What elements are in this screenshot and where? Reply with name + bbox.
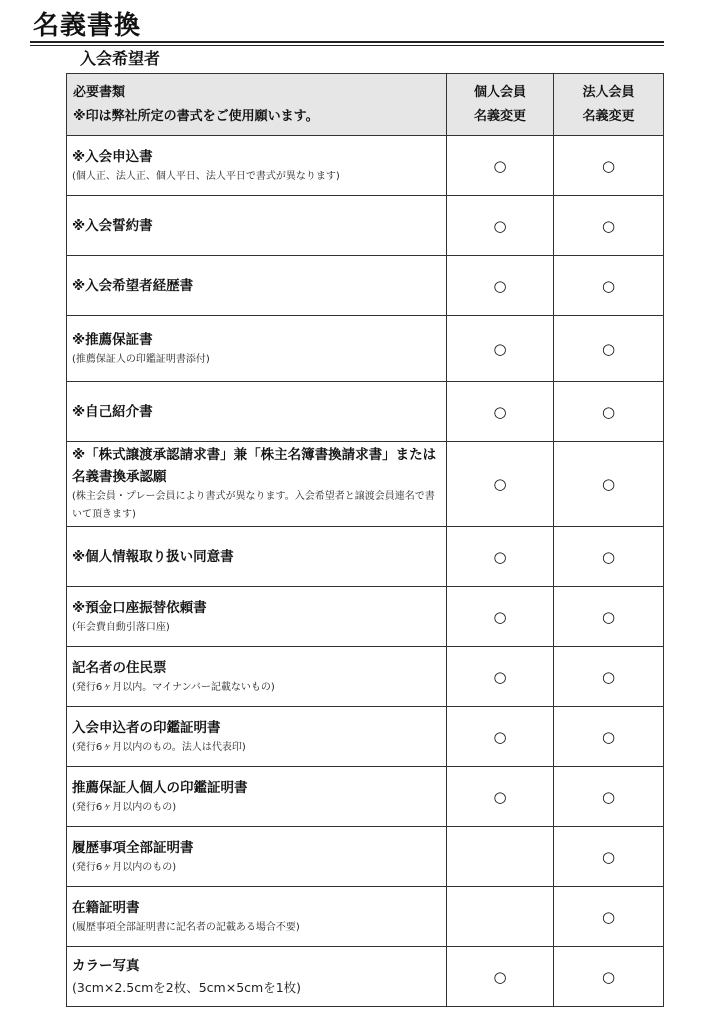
table-row	[67, 196, 664, 256]
individual-required-mark: ○	[447, 136, 554, 196]
corporate-required-mark: ○	[554, 256, 664, 316]
corporate-required-mark: ○	[554, 647, 664, 707]
document-cell	[67, 196, 447, 256]
individual-required-mark: ○	[447, 527, 554, 587]
document-cell	[67, 887, 447, 947]
document-name: 推薦保証人個人の印鑑証明書	[72, 779, 248, 796]
document-note: (推薦保証人の印鑑証明書添付)	[72, 353, 210, 365]
corporate-required-mark: ○	[554, 382, 664, 442]
corporate-required-mark: ○	[554, 196, 664, 256]
individual-required-mark: ○	[447, 256, 554, 316]
document-name: ※入会誓約書	[72, 217, 153, 234]
table-row	[67, 587, 664, 647]
document-cell	[67, 827, 447, 887]
individual-required-mark: ○	[447, 947, 554, 1007]
document-note: (発行6ヶ月以内のもの)	[72, 861, 177, 873]
table-row	[67, 947, 664, 1007]
header-doc-label: 必要書類	[73, 84, 126, 100]
document-note: (個人正、法人正、個人平日、法人平日で書式が異なります)	[72, 170, 340, 182]
corporate-required-mark: ○	[554, 767, 664, 827]
corporate-required-mark: ○	[554, 827, 664, 887]
document-name: ※「株式譲渡承認請求書」兼「株主名簿書換請求書」または名義書換承認願	[72, 447, 437, 485]
table-row	[67, 256, 664, 316]
document-cell	[67, 947, 447, 1007]
table-row	[67, 316, 664, 382]
individual-required-mark	[447, 887, 554, 947]
table-row	[67, 887, 664, 947]
corporate-required-mark: ○	[554, 707, 664, 767]
table-row	[67, 647, 664, 707]
header-doc-note: ※印は弊社所定の書式をご使用願います。	[73, 108, 319, 124]
document-name: ※預金口座振替依頼書	[72, 599, 207, 616]
document-note: (履歴事項全部証明書に記名者の記載ある場合不要)	[72, 921, 300, 933]
individual-required-mark: ○	[447, 442, 554, 527]
table-row	[67, 136, 664, 196]
header-corporate-line2: 名義変更	[582, 108, 635, 124]
header-individual-line1: 個人会員	[473, 84, 526, 100]
document-cell	[67, 707, 447, 767]
title-underline-thin	[30, 45, 664, 46]
document-name: ※入会申込書	[72, 148, 153, 165]
document-note: (発行6ヶ月以内のもの。法人は代表印)	[72, 741, 246, 753]
document-name: 在籍証明書	[72, 899, 140, 916]
page-title: 名義書換	[33, 11, 142, 41]
table-row	[67, 767, 664, 827]
section-title: 入会希望者	[80, 49, 161, 68]
header-corporate-member	[554, 74, 664, 136]
individual-required-mark: ○	[447, 587, 554, 647]
title-underline	[30, 41, 664, 43]
document-name: ※入会希望者経歴書	[72, 277, 194, 294]
document-name: 記名者の住民票	[72, 659, 167, 676]
document-note: (年会費自動引落口座)	[72, 621, 170, 633]
document-name: 履歴事項全部証明書	[72, 839, 194, 856]
corporate-required-mark: ○	[554, 136, 664, 196]
document-note: (株主会員・プレー会員により書式が異なります。入会希望者と譲渡会員連名で書いて頂きます)	[72, 491, 435, 520]
document-cell	[67, 256, 447, 316]
document-name: カラー写真	[72, 957, 140, 974]
corporate-required-mark: ○	[554, 442, 664, 527]
individual-required-mark: ○	[447, 382, 554, 442]
table-row	[67, 707, 664, 767]
document-cell	[67, 527, 447, 587]
individual-required-mark: ○	[447, 647, 554, 707]
corporate-required-mark: ○	[554, 527, 664, 587]
individual-required-mark: ○	[447, 316, 554, 382]
document-name: ※自己紹介書	[72, 403, 153, 420]
individual-required-mark: ○	[447, 707, 554, 767]
table-row	[67, 827, 664, 887]
required-documents-table	[66, 73, 664, 1007]
header-required-documents	[67, 74, 447, 136]
corporate-required-mark: ○	[554, 947, 664, 1007]
document-cell	[67, 647, 447, 707]
document-cell	[67, 316, 447, 382]
document-name: ※個人情報取り扱い同意書	[72, 548, 234, 565]
document-note: (発行6ヶ月以内のもの)	[72, 801, 177, 813]
corporate-required-mark: ○	[554, 316, 664, 382]
header-corporate-line1: 法人会員	[582, 84, 635, 100]
table-header-row	[67, 74, 664, 136]
corporate-required-mark: ○	[554, 587, 664, 647]
header-individual-line2: 名義変更	[473, 108, 526, 124]
table-row	[67, 382, 664, 442]
document-cell	[67, 442, 447, 527]
document-note: (3cm×2.5cmを2枚、5cm×5cmを1枚)	[72, 979, 302, 995]
document-cell	[67, 767, 447, 827]
corporate-required-mark: ○	[554, 887, 664, 947]
document-name: 入会申込者の印鑑証明書	[72, 719, 221, 736]
document-cell	[67, 382, 447, 442]
individual-required-mark: ○	[447, 767, 554, 827]
document-note: (発行6ヶ月以内。マイナンバー記載ないもの)	[72, 681, 275, 693]
table-row	[67, 527, 664, 587]
document-cell	[67, 136, 447, 196]
individual-required-mark	[447, 827, 554, 887]
individual-required-mark: ○	[447, 196, 554, 256]
table-row	[67, 442, 664, 527]
document-name: ※推薦保証書	[72, 331, 153, 348]
header-individual-member	[447, 74, 554, 136]
document-cell	[67, 587, 447, 647]
